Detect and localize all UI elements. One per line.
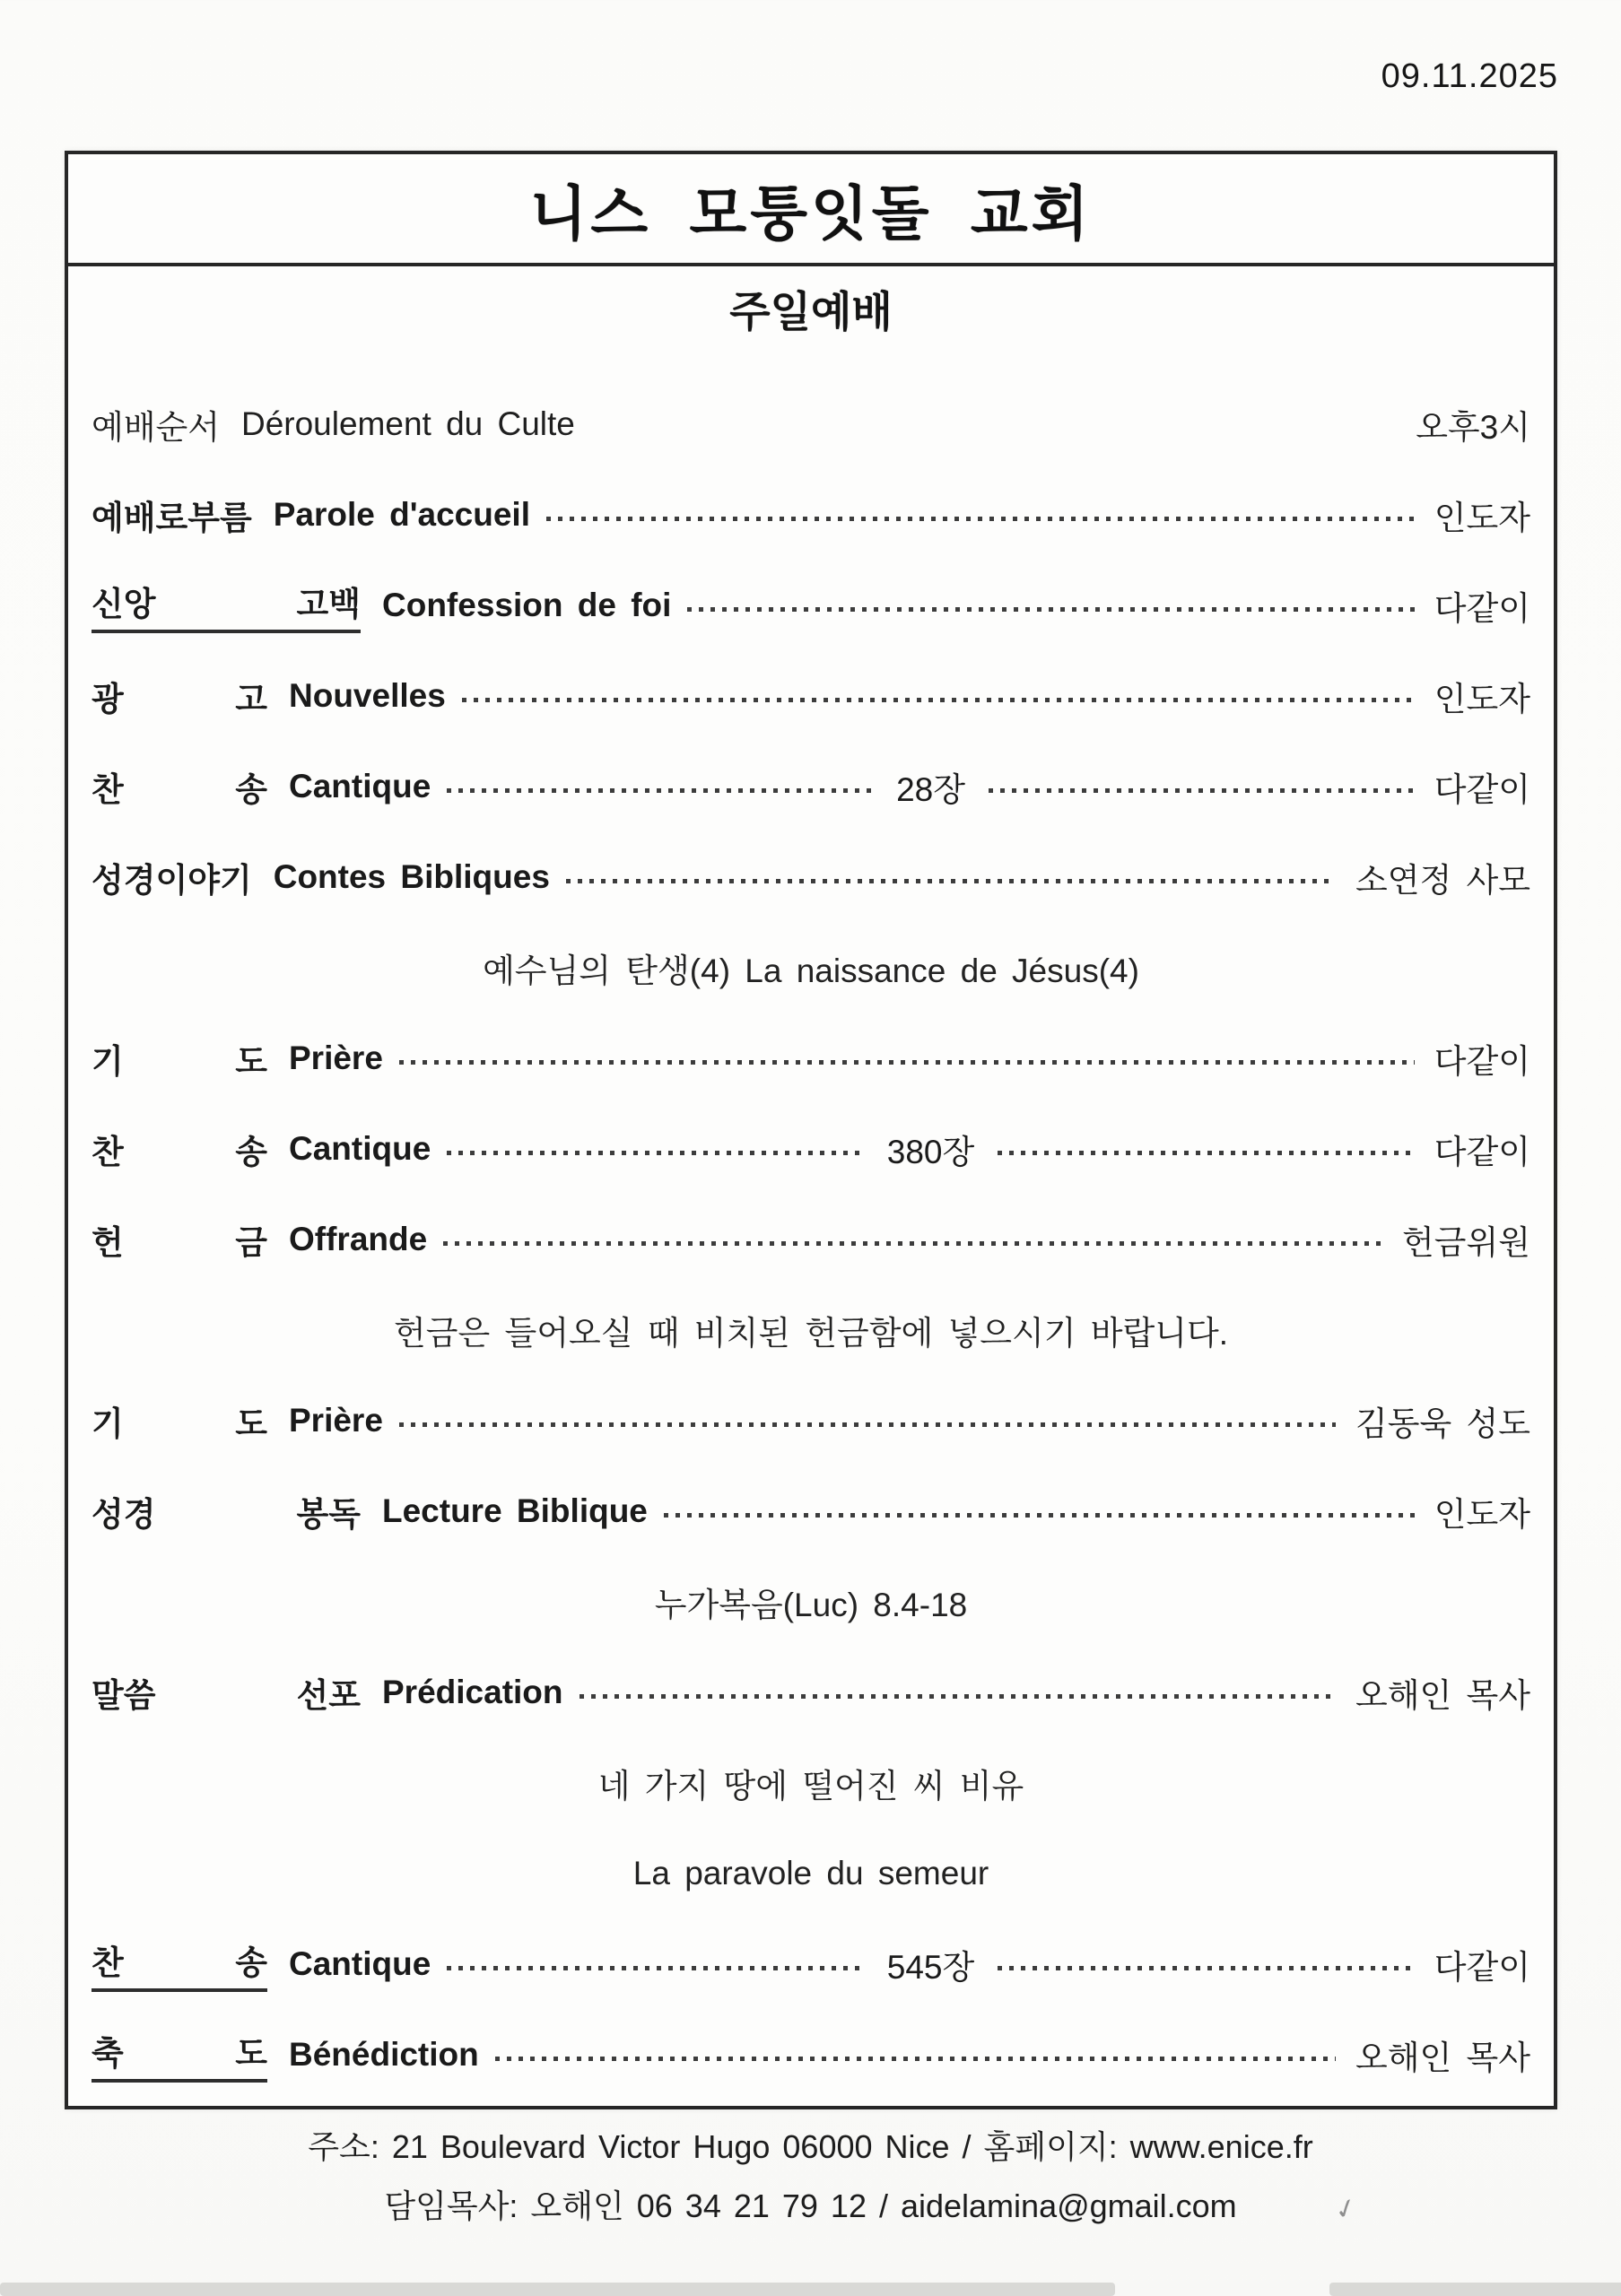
order-row [92, 1194, 1530, 1284]
order-item-french-label: Prière [289, 1039, 383, 1076]
order-note-text: La paravole du semeur [632, 1854, 989, 1892]
order-row [92, 831, 1530, 922]
korean-label-segment: 헌 [92, 1223, 124, 1261]
dotted-leader [989, 788, 1415, 793]
order-row [92, 469, 1530, 560]
order-item-korean-label [92, 1034, 267, 1083]
dotted-leader [447, 1966, 864, 1970]
order-item-korean-label [92, 577, 361, 633]
footer-pastor-contact: 담임목사: 오해인 06 34 21 79 12 / aidelamina@gmail.com [384, 2187, 1237, 2224]
order-item-assignee: 오해인 목사 [1355, 1676, 1530, 1714]
korean-label-segment: 찬 [92, 1944, 124, 1981]
service-title: 주일예배 [729, 288, 893, 335]
order-item-french-label: Contes Bibliques [273, 857, 550, 895]
order-item-french-label: Lecture Biblique [382, 1492, 648, 1529]
dotted-leader [664, 1513, 1415, 1518]
dotted-leader [399, 1060, 1415, 1065]
order-note-text: 네 가지 땅에 떨어진 씨 비유 [597, 1767, 1024, 1805]
order-item-french-label: Nouvelles [289, 676, 446, 714]
order-row [92, 2009, 1530, 2100]
scan-artifact-mark: ✓ [1330, 2191, 1362, 2228]
order-item-assignee: 인도자 [1434, 1495, 1530, 1533]
order-header-korean-label: 예배순서 [92, 408, 220, 446]
order-center-note [92, 1737, 1530, 1828]
hymn-number: 28장 [896, 770, 965, 808]
order-header-row [92, 378, 1530, 469]
korean-label-segment: 성경 [92, 1495, 156, 1533]
order-row [92, 1103, 1530, 1194]
order-item-assignee: 인도자 [1434, 499, 1530, 536]
korean-label-segment: 고 [235, 680, 267, 718]
korean-label-segment: 도 [235, 2035, 267, 2072]
korean-label-segment: 도 [235, 1042, 267, 1080]
order-row [92, 1375, 1530, 1465]
dotted-leader [546, 517, 1415, 521]
order-item-assignee: 다같이 [1434, 770, 1531, 808]
order-center-note [92, 1556, 1530, 1647]
order-item-french-label: Bénédiction [289, 2035, 479, 2073]
korean-label-segment: 선포 [296, 1676, 361, 1714]
order-item-korean-label: 성경이야기 [92, 861, 252, 899]
document-date: 09.11.2025 [1381, 57, 1558, 95]
bottom-scan-strip-right [1329, 2283, 1621, 2296]
order-item-french-label: Parole d'accueil [273, 495, 530, 533]
order-header-french-label: Déroulement du Culte [240, 404, 575, 442]
order-item-korean-label [92, 1935, 267, 1992]
korean-label-segment: 기 [92, 1042, 124, 1080]
dotted-leader [447, 788, 873, 793]
order-center-note [92, 922, 1530, 1013]
order-item-korean-label: 예배로부름 [92, 499, 252, 536]
service-time-label: 오후3시 [1416, 408, 1530, 446]
korean-label-segment: 기 [92, 1405, 124, 1442]
order-row [92, 741, 1530, 831]
order-row [92, 1918, 1530, 2009]
order-center-note [92, 1828, 1530, 1918]
title-section [68, 154, 1554, 266]
order-note-text: 헌금은 들어오실 때 비치된 헌금함에 넣으시기 바랍니다. [393, 1314, 1229, 1352]
order-item-assignee: 다같이 [1434, 589, 1530, 627]
dotted-leader [462, 698, 1415, 702]
order-item-french-label: Offrande [289, 1220, 428, 1257]
bulletin-frame [65, 151, 1557, 2109]
order-item-assignee: 소연정 사모 [1355, 861, 1530, 899]
bottom-scan-strip-left [0, 2283, 1115, 2296]
order-row [92, 560, 1530, 650]
order-item-korean-label [92, 1396, 267, 1445]
dotted-leader [399, 1422, 1336, 1427]
dotted-leader [687, 607, 1414, 612]
worship-order-list [68, 352, 1554, 2100]
order-item-assignee: 다같이 [1434, 1042, 1530, 1080]
order-item-assignee: 오해인 목사 [1355, 2039, 1530, 2076]
order-item-assignee: 다같이 [1434, 1948, 1530, 1986]
subtitle-block [68, 266, 1554, 352]
order-item-french-label: Cantique [289, 1944, 431, 1982]
order-item-korean-label [92, 1125, 267, 1173]
korean-label-segment: 송 [235, 1944, 267, 1981]
order-item-assignee: 김동욱 성도 [1355, 1405, 1530, 1442]
dotted-leader [443, 1241, 1382, 1246]
order-row [92, 1013, 1530, 1103]
korean-label-segment: 금 [235, 1223, 267, 1261]
korean-label-segment: 신앙 [92, 586, 156, 622]
korean-label-segment: 봉독 [296, 1495, 361, 1533]
order-item-korean-label [92, 672, 267, 720]
order-note-text: 누가복음(Luc) 8.4-18 [654, 1586, 968, 1623]
korean-label-segment: 광 [92, 680, 124, 718]
dotted-leader [566, 879, 1336, 883]
order-item-french-label: Prière [289, 1401, 383, 1439]
order-item-french-label: Cantique [289, 1129, 431, 1167]
order-item-assignee: 다같이 [1434, 1133, 1530, 1170]
order-item-assignee: 인도자 [1434, 680, 1530, 718]
dotted-leader [998, 1966, 1415, 1970]
korean-label-segment: 찬 [92, 770, 124, 808]
footer-address: 주소: 21 Boulevard Victor Hugo 06000 Nice / 홈페이지: www.enice.fr [308, 2128, 1313, 2165]
order-item-korean-label [92, 1668, 361, 1717]
korean-label-segment: 말씀 [92, 1676, 156, 1714]
order-row [92, 1465, 1530, 1556]
order-item-korean-label [92, 762, 267, 811]
korean-label-segment: 찬 [92, 1133, 124, 1170]
order-item-korean-label [92, 1215, 267, 1264]
korean-label-segment: 송 [235, 770, 267, 808]
hymn-number: 380장 [886, 1133, 975, 1170]
order-note-text: 예수님의 탄생(4) La naissance de Jésus(4) [483, 952, 1139, 989]
korean-label-segment: 송 [235, 1133, 267, 1170]
order-item-french-label: Confession de foi [382, 586, 672, 623]
hymn-number: 545장 [886, 1948, 975, 1986]
dotted-leader [580, 1694, 1337, 1699]
order-item-korean-label [92, 2026, 267, 2083]
order-row [92, 1647, 1530, 1737]
order-row [92, 650, 1530, 741]
dotted-leader [447, 1151, 864, 1155]
order-item-french-label: Prédication [382, 1673, 563, 1710]
korean-label-segment: 도 [235, 1405, 267, 1442]
order-item-assignee: 헌금위원 [1402, 1223, 1530, 1261]
church-name-title: 니스 모퉁잇돌 교회 [529, 180, 1093, 247]
order-center-note [92, 1284, 1530, 1375]
dotted-leader [998, 1151, 1415, 1155]
korean-label-segment: 축 [92, 2035, 124, 2072]
dotted-leader [495, 2057, 1336, 2061]
order-item-french-label: Cantique [289, 767, 431, 804]
korean-label-segment: 고백 [296, 586, 361, 622]
order-item-korean-label [92, 1487, 361, 1535]
